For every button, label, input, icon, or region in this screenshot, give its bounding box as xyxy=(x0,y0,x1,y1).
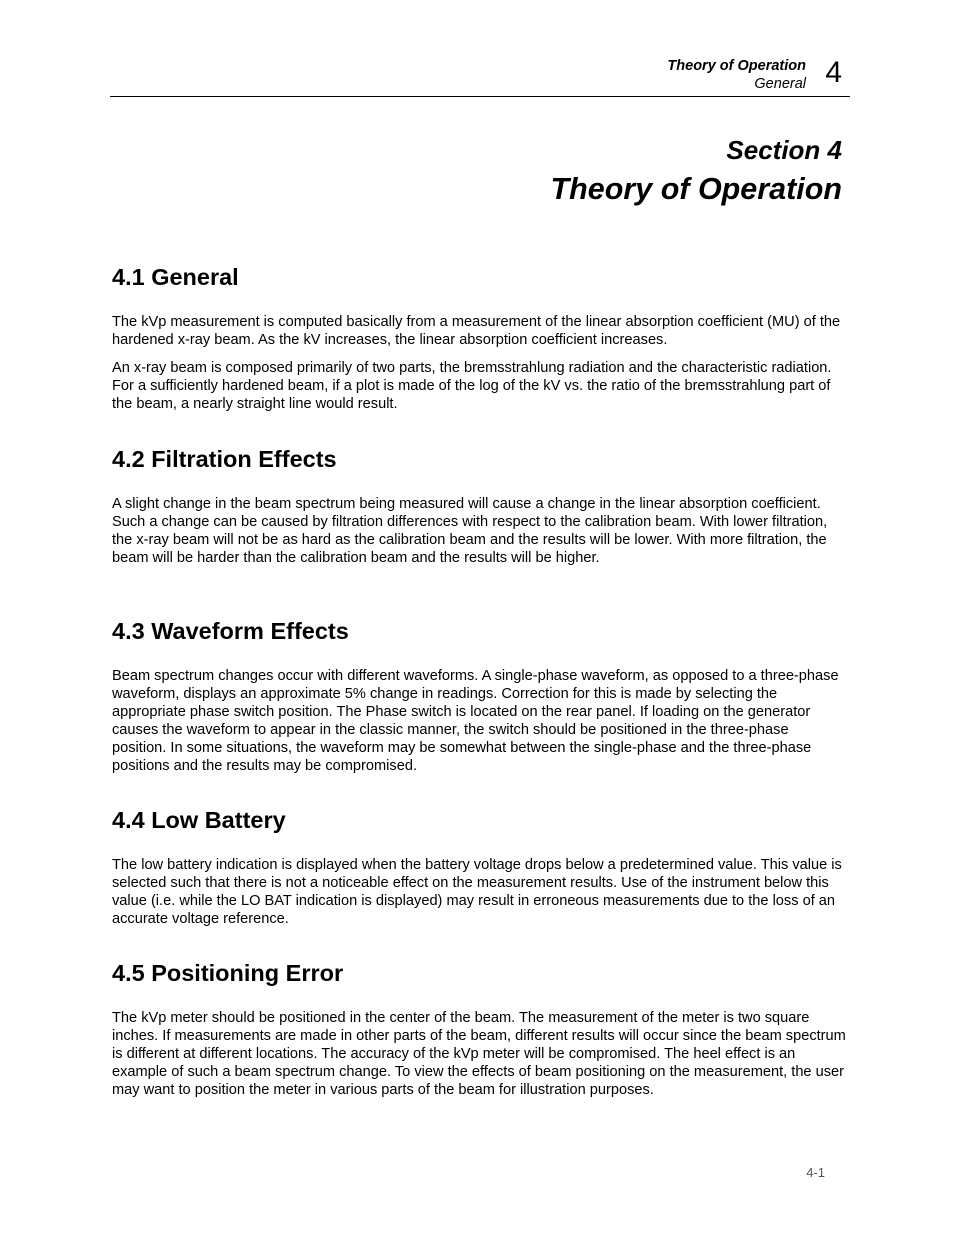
running-header-chapter-title: Theory of Operation xyxy=(667,58,806,74)
paragraph: The low battery indication is displayed when the battery voltage drops below a predetermined value. This value is selected such that there is not a noticeable effect on the measurement results. Use of the instrument below this value (i.e. while the LO BAT indication is displayed) may result in erroneous measurements due to the loss of an accurate voltage reference. xyxy=(112,857,842,927)
running-header-text xyxy=(667,57,806,93)
section-heading: 4.5 Positioning Error xyxy=(112,960,344,986)
paragraph: The kVp measurement is computed basically from a measurement of the linear absorption coefficient (MU) of the hardened x-ray beam. As the kV increases, the linear absorption coefficient increases. xyxy=(112,314,841,348)
running-header xyxy=(110,52,850,97)
running-header-section-title: General xyxy=(754,76,806,92)
section-label: Section 4 xyxy=(726,135,842,165)
page-number: 4-1 xyxy=(806,1165,825,1180)
paragraph: The kVp meter should be positioned in the center of the beam. The measurement of the meter is two square inches. If measurements are made in other parts of the beam, different results will occur since the beam spectrum is different at different locations. The accuracy of the kVp meter will be compromised. The heel effect is an example of such a beam spectrum change. To view the effects of beam positioning on the measurement, the user may want to position the meter in various parts of the beam for illustration purposes. xyxy=(112,1010,846,1098)
section-waveform-effects xyxy=(112,616,846,775)
section-low-battery xyxy=(112,805,846,928)
section-heading: 4.1 General xyxy=(112,264,239,290)
paragraph: An x-ray beam is composed primarily of two parts, the bremsstrahlung radiation and the characteristic radiation. For a sufficiently hardened beam, if a plot is made of the log of the kV vs. the ratio of the bremsstrahlung part of the beam, a nearly straight line would result. xyxy=(112,360,832,412)
section-heading: 4.4 Low Battery xyxy=(112,807,286,833)
paragraph: Beam spectrum changes occur with different waveforms. A single-phase waveform, as opposed to a three-phase waveform, displays an approximate 5% change in readings. Correction for this is made by selecting the appropriate phase switch position. The Phase switch is located on the rear panel. If loading on the generator causes the waveform to appear in the classic manner, the switch should be positioned in the three-phase position. In some situations, the waveform may be somewhat between the single-phase and the three-phase positions and the results may be compromised. xyxy=(112,668,839,774)
section-heading: 4.2 Filtration Effects xyxy=(112,446,337,472)
section-general xyxy=(112,262,846,413)
section-name: Theory of Operation xyxy=(550,172,842,206)
running-header-chapter-number: 4 xyxy=(825,56,842,89)
section-positioning-error xyxy=(112,958,846,1099)
section-heading: 4.3 Waveform Effects xyxy=(112,618,349,644)
paragraph: A slight change in the beam spectrum being measured will cause a change in the linear absorption coefficient. Such a change can be caused by filtration differences with respect to the calibration beam. With lower filtration, the x-ray beam will not be as hard as the calibration beam and the results will be lower. With more filtration, the beam will be harder than the calibration beam and the results will be higher. xyxy=(112,496,828,566)
page-title xyxy=(551,132,842,210)
section-filtration-effects xyxy=(112,444,846,567)
